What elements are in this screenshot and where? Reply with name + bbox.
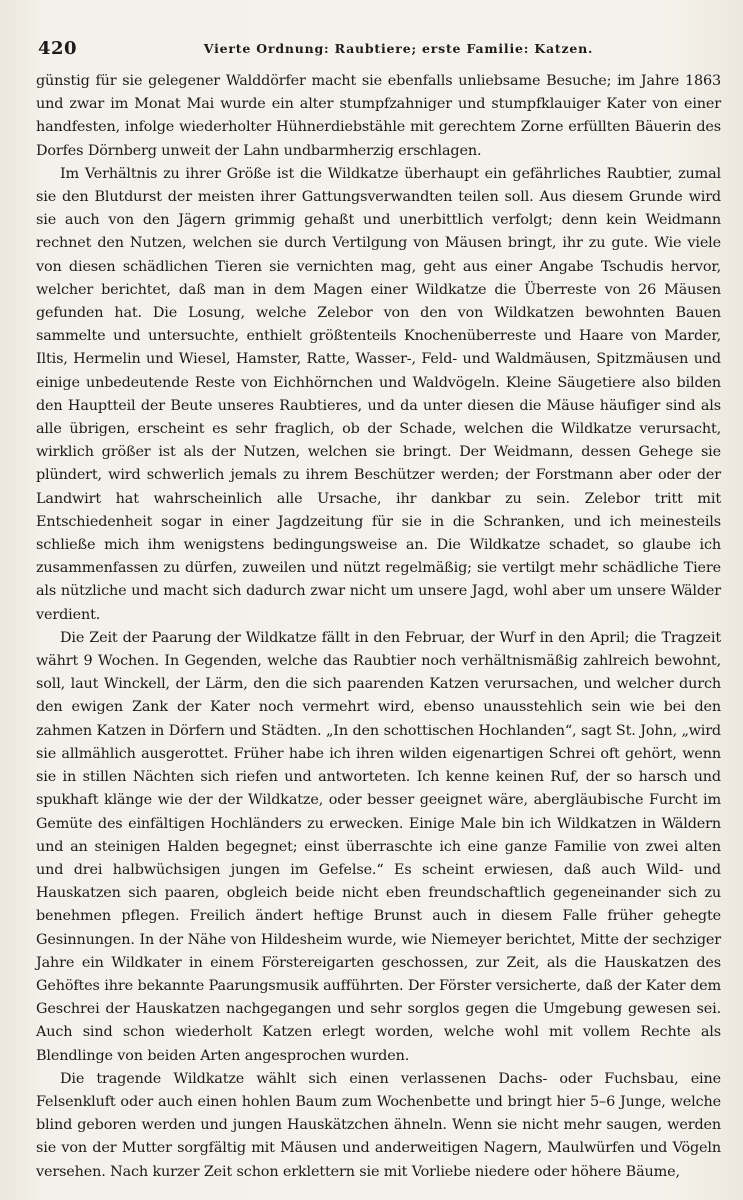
running-title: Vierte Ordnung: Raubtiere; erste Familie: Katzen.	[203, 41, 594, 56]
paragraph-mating-season: Die Zeit der Paarung der Wildkatze fällt in den Februar, der Wurf in den April; die Tragzeit währt 9 Wochen. In Gegenden, welche das Raubtier noch verhältnismäßig zahlreich bewohnt, soll, laut Winckell, der Lärm, den die sich paarenden Katzen verursachen, und welcher durch den ewigen Zank der Kater noch vermehrt wird, ebenso unausstehlich sein wie bei den zahmen Katzen in Dörfern und Städten. „In den schottischen Hochlanden“, sagt St. John, „wird sie allmählich ausgerottet. Früher habe ich ihren wilden eigenartigen Schrei oft gehört, wenn sie in stillen Nächten sich riefen und antworteten. Ich kenne keinen Ruf, der so harsch und spukhaft klänge wie der der Wildkatze, oder besser geeignet wäre, abergläubische Furcht im Gemüte des einfältigen Hochländers zu erwecken. Einige Male bin ich Wildkatzen in Wäldern und an steinigen Halden begegnet; einst überraschte ich eine ganze Familie von zwei alten und drei halbwüchsigen jungen im Gefelse.“ Es scheint erwiesen, daß auch Wild- und Hauskatzen sich paaren, obgleich beide nicht eben freundschaftlich gegeneinander sich zu benehmen pflegen. Freilich ändert heftige Brunst auch in diesem Falle früher gehegte Gesinnungen. In der Nähe von Hildesheim wurde, wie Niemeyer berichtet, Mitte der sechziger Jahre ein Wildkater in einem Förstereigarten geschossen, zur Zeit, als die Hauskatzen des Gehöftes ihre bekannte Paarungsmusik aufführten. Der Förster versicherte, daß der Kater dem Geschrei der Hauskatzen nachgegangen und sehr sorglos gegen die Umgebung gewesen sei. Auch sind schon wiederholt Katzen erlegt worden, welche wohl mit vollem Rechte als Blendlinge von beiden Arten angesprochen wurden.	[36, 629, 721, 1064]
paragraph-young-rearing: Die tragende Wildkatze wählt sich einen verlassenen Dachs- oder Fuchsbau, eine Felsenkluft oder auch einen hohlen Baum zum Wochenbette und bringt hier 5–6 Junge, welche blind geboren werden und jungen Hauskätzchen ähneln. Wenn sie nicht mehr saugen, werden sie von der Mutter sorgfältig mit Mäusen und anderweitigen Nagern, Maulwürfen und Vögeln versehen. Nach kurzer Zeit schon erklettern sie mit Vorliebe niedere oder höhere Bäume,	[36, 1070, 721, 1180]
page-number: 420	[38, 38, 78, 59]
body-text	[36, 70, 721, 1184]
running-head	[36, 32, 721, 62]
paragraph-continuation: günstig für sie gelegener Walddörfer macht sie ebenfalls unliebsame Besuche; im Jahre 1863 und zwar im Monat Mai wurde ein alter stumpfzahniger und stumpfklauiger Kater von einer handfesten, infolge wiederholter Hühnerdiebstähle mit gerechtem Zorne erfüllten Bäuerin des Dorfes Dörnberg unweit der Lahn undbarmherzig erschlagen.	[36, 73, 721, 159]
paragraph-wildcat-prey: Im Verhältnis zu ihrer Größe ist die Wildkatze überhaupt ein gefährliches Raubtier, zumal sie den Blutdurst der meisten ihrer Gattungsverwandten teilen soll. Aus diesem Grunde wird sie auch von den Jägern grimmig gehaßt und unerbittlich verfolgt; denn kein Weidmann rechnet den Nutzen, welchen sie durch Vertilgung von Mäusen bringt, ihr zu gute. Wie viele von diesen schädlichen Tieren sie vernichten mag, geht aus einer Angabe Tschudis hervor, welcher berichtet, daß man in dem Magen einer Wildkatze die Überreste von 26 Mäusen gefunden hat. Die Losung, welche Zelebor von den von Wildkatzen bewohnten Bauen sammelte und untersuchte, enthielt größtenteils Knochenüberreste und Haare von Marder, Iltis, Hermelin und Wiesel, Hamster, Ratte, Wasser-, Feld- und Waldmäusen, Spitzmäusen und einige unbedeutende Reste von Eichhörnchen und Waldvögeln. Kleine Säugetiere also bilden den Hauptteil der Beute unseres Raubtieres, und da unter diesen die Mäuse häufiger sind als alle übrigen, erscheint es sehr fraglich, ob der Schade, welchen die Wildkatze verursacht, wirklich größer ist als der Nutzen, welchen sie bringt. Der Weidmann, dessen Gehege sie plündert, wird schwerlich jemals zu ihrem Beschützer werden; der Forstmann aber oder der Landwirt hat wahrscheinlich alle Ursache, ihr dankbar zu sein. Zelebor tritt mit Entschiedenheit sogar in einer Jagdzeitung für sie in die Schranken, und ich meinesteils schließe mich ihm wenigstens bedingungsweise an. Die Wildkatze schadet, so glaube ich zusammenfassen zu dürfen, zuweilen und nützt regelmäßig; sie vertilgt mehr schädliche Tiere als nützliche und macht sich dadurch zwar nicht um unsere Jagd, wohl aber um unsere Wälder verdient.	[36, 165, 721, 623]
